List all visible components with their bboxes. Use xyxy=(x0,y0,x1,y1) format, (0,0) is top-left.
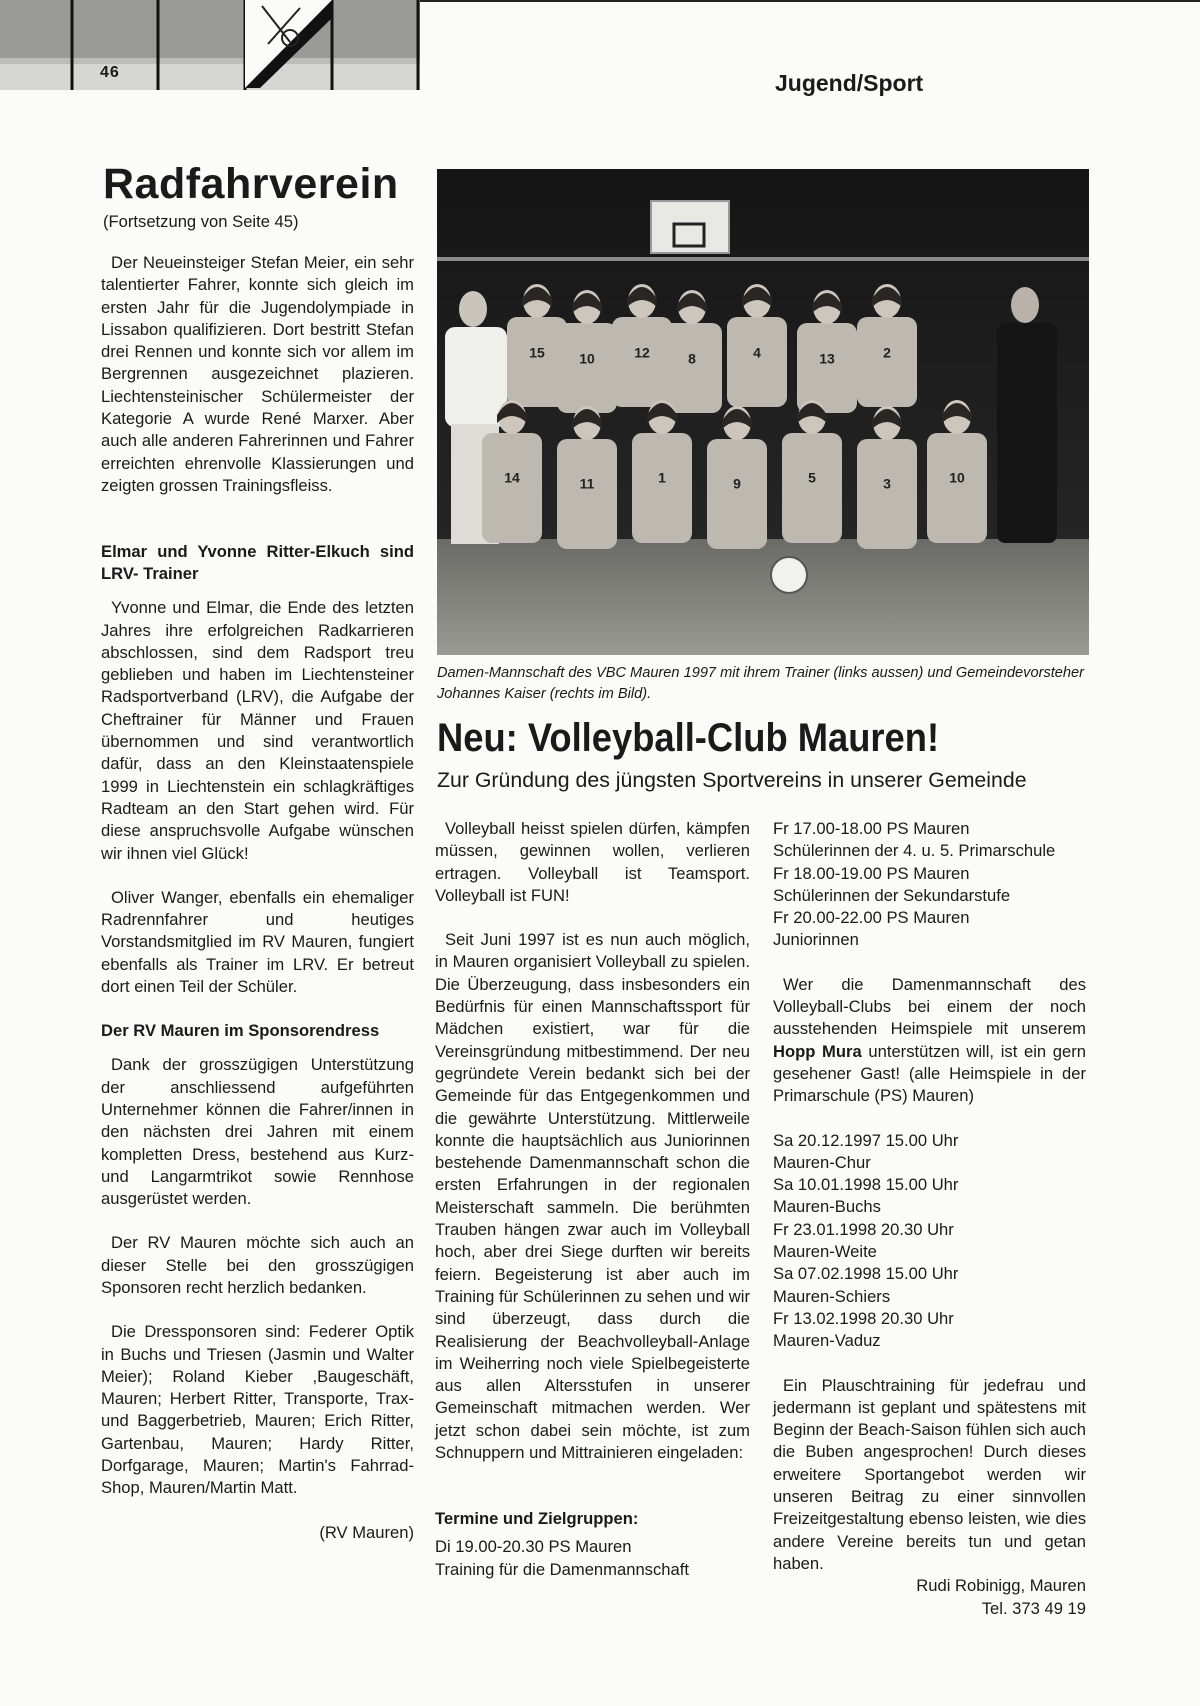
game-line: Mauren-Vaduz xyxy=(773,1331,881,1351)
radfahrverein-title: Radfahrverein xyxy=(103,160,399,208)
game-line: Sa 07.02.1998 15.00 Uhr xyxy=(773,1264,959,1284)
schedule-line: Fr 18.00-19.00 PS Mauren xyxy=(773,863,970,883)
svg-text:8: 8 xyxy=(688,350,696,367)
header-logo-bar xyxy=(0,0,440,92)
game-line: Mauren-Weite xyxy=(773,1242,877,1262)
paragraph: Oliver Wanger, ebenfalls ein ehemaliger Radrennfahrer und heutiges Vorstandsmitglied im RV Mauren, fungiert ebenfalls als Trainer im LRV. Er betreut dort einen Teil der Schüler. xyxy=(101,887,414,997)
svg-text:10: 10 xyxy=(579,350,595,367)
svg-text:13: 13 xyxy=(819,350,835,367)
svg-text:1: 1 xyxy=(658,469,666,486)
svg-text:2: 2 xyxy=(883,344,891,361)
volleyball-icon xyxy=(771,557,807,593)
game-line: Mauren-Chur xyxy=(773,1152,871,1172)
phone: Tel. 373 49 19 xyxy=(981,1598,1086,1618)
game-line: Mauren-Schiers xyxy=(773,1286,891,1306)
svg-text:15: 15 xyxy=(529,344,545,361)
svg-text:3: 3 xyxy=(883,475,891,492)
schedule-line: Juniorinnen xyxy=(773,930,859,950)
svg-text:4: 4 xyxy=(753,344,761,361)
paragraph: Seit Juni 1997 ist es nun auch möglich, in Mauren organisiert Volleyball zu spielen. Die Überzeugung, dass insbesonders ein Bedürfnis für einen Mannschaftssport für Mädchen existiert, war für die Vereinsgründung mitbestimmend. Der neu gegründete Verein bedankt sich bei der Gemeinde für das Entgegenkommen und die gewährte Unterstützung. Mittlerweile konnte die hauptsächlich aus Juniorinnen bestehende Damenmannschaft schon die ersten Erfahrungen in der regionalen Meisterschaft sammeln. Die berühmten Trauben hängen zwar auch im Volleyball hoch, aber drei Siege durften wir bereits feiern. Begeisterung ist aber auch im Training für Schülerinnen zu sehen und wir sind überzeugt, dass durch die Realisierung der Beachvolleyball-Anlage im Weiherring noch viele Spielbegeisterte aus allen Altersstufen in unserer Gemeinschaft mitmachen werden. Wer jetzt schon dabei sein möchte, ist zum Schnuppern und Mittrainieren eingeladen: xyxy=(435,930,750,1463)
radfahrverein-column xyxy=(101,252,414,1544)
team-photo xyxy=(437,169,1089,655)
paragraph: Der Neueinsteiger Stefan Meier, ein sehr talentierter Fahrer, konnte sich gleich im ersten Jahr für die Jugendolympiade in Lissabon qualifizieren. Dort bestritt Stefan drei Rennen und konnte sich vor allem im Bergrennen ausgezeichnet plazieren. Liechtensteinischer Schülermeister der Kategorie A wurde René Marxer. Aber auch alle anderen Fahrerinnen und Fahrer erreichten ehrenvolle Klassierungen und zeigten grossen Trainingsfleiss. xyxy=(101,253,414,495)
schedule-line: Di 19.00-20.30 PS Mauren xyxy=(435,1537,632,1557)
volleyball-subtitle: Zur Gründung des jüngsten Sportvereins in unserer Gemeinde xyxy=(437,768,1027,792)
game-line: Sa 20.12.1997 15.00 Uhr xyxy=(773,1130,959,1150)
game-line: Fr 13.02.1998 20.30 Uhr xyxy=(773,1308,954,1328)
svg-text:9: 9 xyxy=(733,475,741,492)
author: Rudi Robinigg, Mauren xyxy=(916,1576,1086,1596)
paragraph: Dank der grosszügigen Unterstützung der anschliessend aufgeführten Unternehmer können die Fahrer/innen in den nächsten drei Jahren mit einem kompletten Dress, bestehend aus Kurz- und Langarmtrikot sowie Rennhose ausgerüstet werden. xyxy=(101,1055,414,1209)
game-line: Mauren-Buchs xyxy=(773,1197,881,1217)
schedule-line: Fr 20.00-22.00 PS Mauren xyxy=(773,908,970,928)
subheading-trainer: Elmar und Yvonne Ritter-Elkuch sind LRV- Trainer xyxy=(101,542,414,584)
section-title: Jugend/Sport xyxy=(775,70,924,96)
volleyball-title: Neu: Volleyball-Club Mauren! xyxy=(437,716,940,760)
signature: (RV Mauren) xyxy=(319,1522,414,1542)
svg-text:10: 10 xyxy=(949,469,965,486)
paragraph: Ein Plauschtraining für jedefrau und jedermann ist geplant und spätestens mit Beginn der Beach-Saison fühlen sich auch die Buben angesprochen! Durch dieses erweitere Sportangebot werden wir unseren Beitrag zu einer sinnvollen Freizeitgestaltung ebenso leisten, wie dies andere Vereine bereits tun und getan haben. xyxy=(773,1375,1086,1573)
svg-text:5: 5 xyxy=(808,469,816,486)
continuation-note: (Fortsetzung von Seite 45) xyxy=(103,212,299,231)
schedule-line: Schülerinnen der 4. u. 5. Primarschule xyxy=(773,841,1056,861)
paragraph: Yvonne und Elmar, die Ende des letzten Jahres ihre erfolgreichen Radkarrieren abschlossen, sind dem Radsport treu geblieben und haben im Liechtensteiner Radsportverband (LRV), die Aufgabe der Cheftrainer für Männer und Frauen übernommen und sind verantwortlich dafür, dass an den Kleinstaatenspiele 1999 in Liechtenstein ein schlagkräftiges Radteam an den Start gehen wird. Für diese anspruchsvolle Aufgabe wünschen wir ihnen viel Glück! xyxy=(101,598,414,863)
text-run: unterstützen will, ist ein gern gesehener Gast! (alle Heimspiele in der Primarschule (PS) Mauren) xyxy=(773,1041,1086,1106)
paragraph: Der RV Mauren möchte sich auch an dieser Stelle bei den grosszügigen Sponsoren recht herzlich bedanken. xyxy=(101,1233,414,1297)
text-run: Wer die Damenmannschaft des Volleyball-Clubs bei einem der noch ausstehenden Heimspiele mit unserem xyxy=(773,974,1086,1039)
svg-text:11: 11 xyxy=(579,475,595,492)
schedule-line: Fr 17.00-18.00 PS Mauren xyxy=(773,819,970,838)
hopp-mura: Hopp Mura xyxy=(773,1041,862,1061)
paragraph: Die Dressponsoren sind: Federer Optik in Buchs und Triesen (Jasmin und Walter Meier); Roland Kieber ,Baugeschäft, Mauren; Herbert Ritter, Transporte, Trax- und Baggerbetrieb, Mauren; Erich Ritter, Gartenbau, Mauren; Hardy Ritter, Dorfgarage, Mauren; Martin's Fahrrad-Shop, Mauren/Martin Matt. xyxy=(101,1322,414,1498)
game-line: Sa 10.01.1998 15.00 Uhr xyxy=(773,1175,959,1195)
schedule-line: Schülerinnen der Sekundarstufe xyxy=(773,885,1011,905)
svg-text:12: 12 xyxy=(634,344,650,361)
page-number: 46 xyxy=(100,64,120,81)
volleyball-column-right xyxy=(773,818,1086,1620)
game-line: Fr 23.01.1998 20.30 Uhr xyxy=(773,1219,954,1239)
volleyball-column-middle xyxy=(435,818,750,1581)
paragraph: Volleyball heisst spielen dürfen, kämpfen müssen, gewinnen wollen, verlieren ertragen. Volleyball ist Teamsport. Volleyball ist FUN! xyxy=(435,819,750,905)
subheading-termine: Termine und Zielgruppen: xyxy=(435,1509,639,1529)
subheading-sponsor: Der RV Mauren im Sponsorendress xyxy=(101,1021,380,1041)
photo-caption: Damen-Mannschaft des VBC Mauren 1997 mit ihrem Trainer (links aussen) und Gemeindevorsteher Johannes Kaiser (rechts im Bild). xyxy=(437,665,1085,702)
paragraph xyxy=(773,974,1086,1108)
schedule-line: Training für die Damenmannschaft xyxy=(435,1559,689,1579)
svg-text:14: 14 xyxy=(504,469,520,486)
